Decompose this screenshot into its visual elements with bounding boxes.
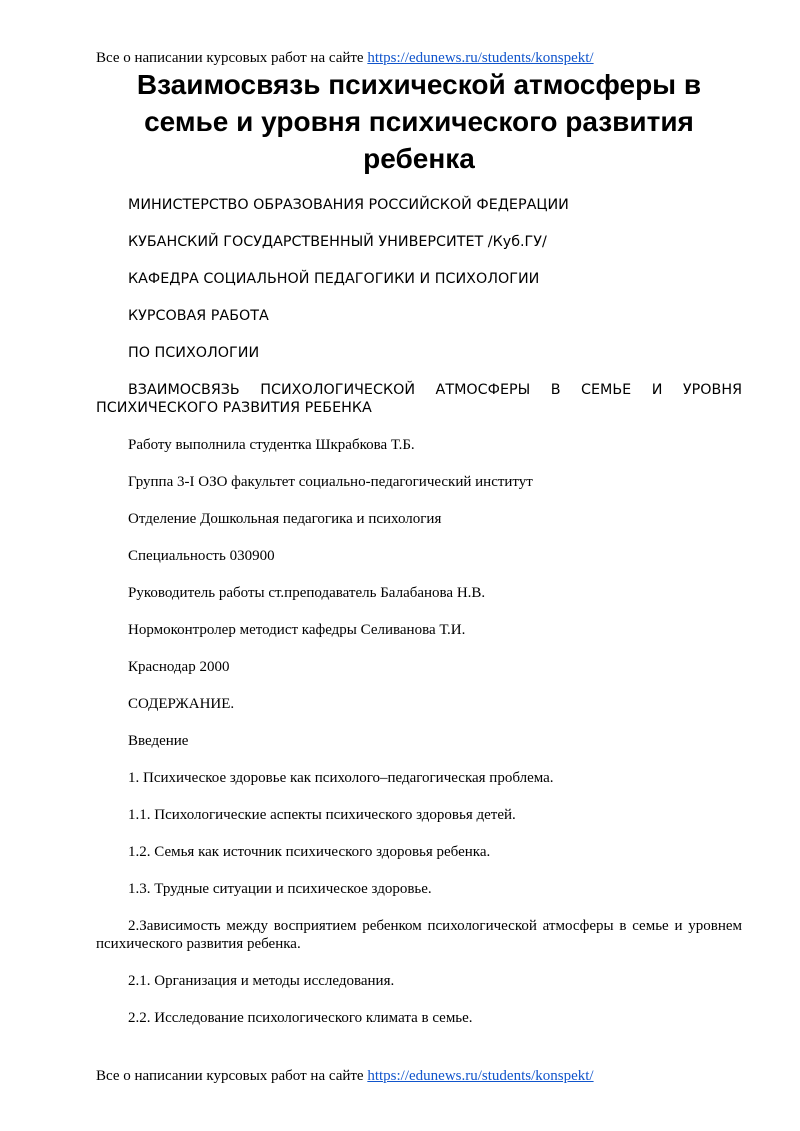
document-body bbox=[96, 196, 742, 1046]
toc-item: 2.2. Исследование психологического климата в семье. bbox=[128, 1010, 473, 1026]
author-line: Работу выполнила студентка Шкрабкова Т.Б. bbox=[128, 437, 415, 453]
topic-line: ВЗАИМОСВЯЗЬ ПСИХОЛОГИЧЕСКОЙ АТМОСФЕРЫ В СЕМЬЕ И УРОВНЯ ПСИХИЧЕСКОГО РАЗВИТИЯ РЕБЕНКА bbox=[96, 382, 742, 416]
toc-item: 1.2. Семья как источник психического здоровья ребенка. bbox=[128, 844, 491, 860]
specialty-line: Специальность 030900 bbox=[128, 548, 275, 564]
page-footer bbox=[96, 1067, 594, 1085]
document-title: Взаимосвязь психической атмосферы в семье и уровня психического развития ребенка bbox=[136, 69, 702, 174]
normcontrol-line: Нормоконтролер методист кафедры Селиванова Т.И. bbox=[128, 622, 466, 638]
footer-text: Все о написании курсовых работ на сайте bbox=[96, 1068, 368, 1084]
ministry-line: МИНИСТЕРСТВО ОБРАЗОВАНИЯ РОССИЙСКОЙ ФЕДЕРАЦИИ bbox=[128, 197, 569, 213]
page-header bbox=[96, 49, 594, 67]
footer-site-link[interactable]: https://edunews.ru/students/konspekt/ bbox=[367, 1068, 594, 1084]
university-line: КУБАНСКИЙ ГОСУДАРСТВЕННЫЙ УНИВЕРСИТЕТ /Куб.ГУ/ bbox=[128, 234, 547, 250]
header-text: Все о написании курсовых работ на сайте bbox=[96, 50, 368, 66]
toc-item: Введение bbox=[128, 733, 189, 749]
toc-item: 1. Психическое здоровье как психолого–педагогическая проблема. bbox=[128, 770, 554, 786]
work-type-line: КУРСОВАЯ РАБОТА bbox=[128, 308, 269, 324]
toc-item: 1.3. Трудные ситуации и психическое здоровье. bbox=[128, 881, 432, 897]
header-site-link[interactable]: https://edunews.ru/students/konspekt/ bbox=[367, 50, 594, 66]
subject-line: ПО ПСИХОЛОГИИ bbox=[128, 345, 260, 361]
department-line: КАФЕДРА СОЦИАЛЬНОЙ ПЕДАГОГИКИ И ПСИХОЛОГИИ bbox=[128, 271, 540, 287]
city-year-line: Краснодар 2000 bbox=[128, 659, 230, 675]
division-line: Отделение Дошкольная педагогика и психология bbox=[128, 511, 442, 527]
contents-heading: СОДЕРЖАНИЕ. bbox=[128, 696, 235, 712]
supervisor-line: Руководитель работы ст.преподаватель Балабанова Н.В. bbox=[128, 585, 486, 601]
group-line: Группа 3-I ОЗО факультет социально-педагогический институт bbox=[128, 474, 533, 490]
toc-item: 2.Зависимость между восприятием ребенком психологической атмосферы в семье и уровнем психического развития ребенка. bbox=[96, 918, 742, 952]
toc-item: 1.1. Психологические аспекты психического здоровья детей. bbox=[128, 807, 516, 823]
toc-item: 2.1. Организация и методы исследования. bbox=[128, 973, 395, 989]
